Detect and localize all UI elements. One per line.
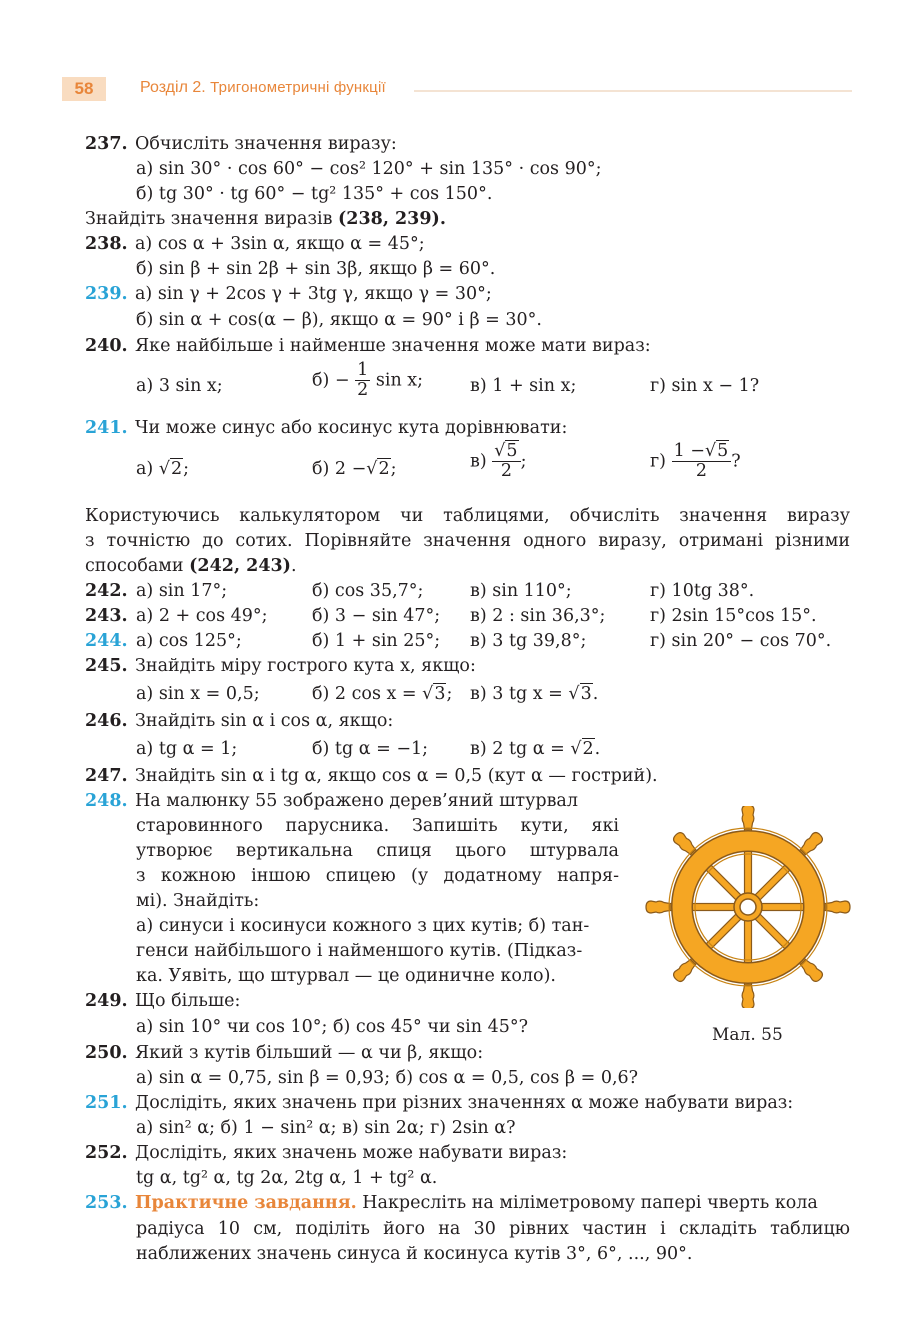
numerator: √5 <box>492 442 520 462</box>
radicand: 3 <box>580 684 592 704</box>
problem-252-a: tg α, tg² α, tg 2α, 2tg α, 1 + tg² α. <box>136 1168 438 1188</box>
problem-253-line-1: Накресліть на міліметровому папері чверть кола <box>356 1193 818 1213</box>
problem-number: 239. <box>85 284 128 304</box>
problem-text: Який з кутів більший — α чи β, якщо: <box>135 1043 484 1063</box>
option-b-prefix: б) 2 cos x = <box>312 684 417 704</box>
option-c-suffix: . <box>594 739 601 759</box>
problem-247 <box>85 765 658 787</box>
problem-number: 238. <box>85 234 128 254</box>
problem-number: 252. <box>85 1143 128 1163</box>
problem-241 <box>85 417 567 439</box>
problem-244 <box>0 630 924 652</box>
spoke-handle <box>742 985 754 1008</box>
problem-number: 244. <box>85 631 128 651</box>
problem-text: Знайдіть sin α і tg α, якщо cos α = 0,5 (кут α — гострий). <box>135 766 658 786</box>
option-a: а) 2 + cos 49°; <box>136 606 268 626</box>
problem-237-a: а) sin 30° · cos 60° − cos² 120° + sin 135° · cos 90°; <box>136 159 602 179</box>
option-a: а) √2; <box>136 459 190 479</box>
option-b-prefix: б) 2 − <box>312 459 367 479</box>
problem-246 <box>85 710 393 732</box>
problem-number: 243. <box>85 606 128 626</box>
denominator: 2 <box>695 461 707 482</box>
figure-caption: Мал. 55 <box>712 1025 783 1045</box>
problem-text: Дослідіть, яких значень при різних значеннях α може набувати вираз: <box>135 1093 794 1113</box>
problem-253-line-3: наближених значень синуса й косинуса кутів 3°, 6°, ..., 90°. <box>136 1244 693 1264</box>
problem-238-a: а) cos α + 3sin α, якщо α = 45°; <box>135 234 425 254</box>
radicand: 2 <box>582 739 594 759</box>
problem-number: 240. <box>85 336 128 356</box>
problem-250 <box>85 1042 483 1064</box>
wheel-spoke <box>742 806 754 907</box>
ship-wheel-figure <box>642 806 854 1008</box>
problem-239 <box>85 283 492 305</box>
fraction <box>492 442 520 482</box>
option-b-prefix: б) − <box>312 370 350 391</box>
section-name: Тригонометричні функції <box>210 79 386 96</box>
option-c: в) 2 : sin 36,3°; <box>470 606 606 626</box>
radicand: 5 <box>717 441 729 461</box>
wheel-hub-center <box>740 899 756 915</box>
option-c <box>470 442 526 482</box>
page-number: 58 <box>62 77 106 101</box>
option-d: г) 10tg 38°. <box>650 581 755 601</box>
option-c-suffix: . <box>592 684 599 704</box>
wheel-spoke <box>742 907 754 1008</box>
problem-text: Що більше: <box>135 991 241 1011</box>
numerator-prefix: 1 − <box>673 441 705 461</box>
problem-241-options <box>0 442 924 500</box>
problem-text: Обчисліть значення виразу: <box>135 134 397 154</box>
wheel-spoke <box>748 901 850 913</box>
problem-240-options <box>0 361 924 411</box>
problem-248-line-6: а) синуси і косинуси кожного з цих кутів; б) тан- <box>136 916 590 936</box>
option-a-prefix: а) <box>136 459 154 479</box>
option-d: г) sin 20° − cos 70°. <box>650 631 832 651</box>
option-c-prefix: в) 3 tg x = <box>470 684 563 704</box>
option-c: в) sin 110°; <box>470 581 572 601</box>
spoke-handle <box>826 901 850 913</box>
option-a: а) sin x = 0,5; <box>136 684 260 704</box>
calc-ref: (242, 243) <box>189 556 291 576</box>
problem-text: Знайдіть sin α і cos α, якщо: <box>135 711 394 731</box>
option-c: в) 2 tg α = √2. <box>470 739 601 759</box>
problem-text: Дослідіть, яких значень може набувати вираз: <box>135 1143 568 1163</box>
calc-instruction-line-1: Користуючись калькулятором чи таблицями, обчисліть значення виразу <box>85 506 850 526</box>
option-b <box>312 361 423 401</box>
problem-251 <box>85 1092 793 1114</box>
problem-240 <box>85 335 651 357</box>
problem-248-line-4: з кожною іншою спицею (у додатному напря- <box>136 866 619 886</box>
problem-248 <box>85 790 578 812</box>
page-header <box>62 73 852 103</box>
section-title <box>140 79 386 97</box>
problem-number: 242. <box>85 581 128 601</box>
option-b: б) cos 35,7°; <box>312 581 424 601</box>
denominator: 2 <box>500 461 512 482</box>
calc-end: . <box>290 556 297 576</box>
calc-instruction-line-2: з точністю до сотих. Порівняйте значення одного виразу, отримані різними <box>85 531 850 551</box>
problem-number: 251. <box>85 1093 128 1113</box>
problem-249-a: а) sin 10° чи cos 10°; б) cos 45° чи sin 45°? <box>136 1017 528 1037</box>
header-rule <box>414 90 852 92</box>
option-c-suffix: ; <box>520 451 527 472</box>
problem-number: 253. <box>85 1193 128 1213</box>
calc-text: способами <box>85 556 190 576</box>
instruction-238-239 <box>85 208 446 230</box>
problem-number: 247. <box>85 766 128 786</box>
option-b: б) 1 + sin 25°; <box>312 631 441 651</box>
problem-248-line-7: генси найбільшого і найменшого кутів. (Підказ- <box>136 941 583 961</box>
spoke-handle <box>742 806 754 829</box>
problem-number: 248. <box>85 791 128 811</box>
option-b-suffix: ; <box>446 684 453 704</box>
option-b: б) 2 cos x = √3; <box>312 684 453 704</box>
practical-task-label: Практичне завдання. <box>135 1193 357 1213</box>
option-a-suffix: ; <box>183 459 190 479</box>
problem-text: Знайдіть міру гострого кута x, якщо: <box>135 656 476 676</box>
problem-253 <box>85 1192 818 1214</box>
option-b: б) 2 −√2; <box>312 459 397 479</box>
fraction <box>355 361 370 401</box>
problem-245-options <box>0 683 924 707</box>
problem-249 <box>85 990 240 1012</box>
option-d-suffix: ? <box>731 451 741 472</box>
option-c-prefix: в) 2 tg α = <box>470 739 565 759</box>
problem-252 <box>85 1142 567 1164</box>
radicand: 5 <box>506 441 518 461</box>
option-a: а) 3 sin x; <box>136 376 223 396</box>
option-c: в) 3 tg 39,8°; <box>470 631 587 651</box>
denominator: 2 <box>357 380 369 401</box>
option-a: а) tg α = 1; <box>136 739 238 759</box>
problem-237 <box>85 133 397 155</box>
section-prefix: Розділ 2. <box>140 79 206 96</box>
problem-239-a: а) sin γ + 2cos γ + 3tg γ, якщо γ = 30°; <box>135 284 492 304</box>
option-d-prefix: г) <box>650 451 666 472</box>
problem-248-line-5: мі). Знайдіть: <box>136 891 260 911</box>
wheel-spoke <box>646 901 748 913</box>
option-b-suffix: sin x; <box>375 370 424 391</box>
option-c: в) 3 tg x = √3. <box>470 684 599 704</box>
problem-number: 250. <box>85 1043 128 1063</box>
problem-253-line-2: радіуса 10 см, поділіть його на 30 рівних частин і складіть таблицю <box>136 1219 850 1239</box>
radicand: 3 <box>434 684 446 704</box>
problem-248-line-8: ка. Уявіть, що штурвал — це одиничне коло). <box>136 966 556 986</box>
problem-242 <box>0 580 924 602</box>
problem-245 <box>85 655 476 677</box>
option-b-suffix: ; <box>390 459 397 479</box>
option-a: а) cos 125°; <box>136 631 242 651</box>
option-d: г) sin x − 1? <box>650 376 760 396</box>
calc-instruction-line-3 <box>85 555 297 577</box>
problem-text: Чи може синус або косинус кута дорівнювати: <box>135 418 568 438</box>
problem-number: 237. <box>85 134 128 154</box>
radicand: 2 <box>170 459 183 479</box>
problem-246-options <box>0 738 924 762</box>
problem-text: Яке найбільше і найменше значення може мати вираз: <box>135 336 651 356</box>
option-b: б) 3 − sin 47°; <box>312 606 441 626</box>
problem-250-a: а) sin α = 0,75, sin β = 0,93; б) cos α = 0,5, cos β = 0,6? <box>136 1068 639 1088</box>
option-b: б) tg α = −1; <box>312 739 429 759</box>
problem-238 <box>85 233 425 255</box>
instruction-text: Знайдіть значення виразів <box>85 209 339 229</box>
problem-243 <box>0 605 924 627</box>
problem-number: 246. <box>85 711 128 731</box>
option-c: в) 1 + sin x; <box>470 376 577 396</box>
problem-248-line-3: утворює вертикальна спиця цього штурвала <box>136 841 619 861</box>
problem-number: 249. <box>85 991 128 1011</box>
option-d <box>650 442 741 482</box>
numerator: 1 <box>357 360 369 380</box>
problem-238-b: б) sin β + sin 2β + sin 3β, якщо β = 60°. <box>136 259 496 279</box>
fraction <box>672 442 732 482</box>
problem-251-a: а) sin² α; б) 1 − sin² α; в) sin 2α; г) 2sin α? <box>136 1118 516 1138</box>
problem-237-b: б) tg 30° · tg 60° − tg² 135° + cos 150°. <box>136 184 493 204</box>
instruction-ref: (238, 239). <box>338 209 446 229</box>
radicand: 2 <box>378 459 390 479</box>
problem-248-line-2: старовинного парусника. Запишіть кути, які <box>136 816 619 836</box>
problem-number: 245. <box>85 656 128 676</box>
problem-number: 241. <box>85 418 128 438</box>
numerator: 1 −√5 <box>672 442 732 462</box>
option-c-prefix: в) <box>470 451 487 472</box>
problem-248-line-1: На малюнку 55 зображено дерев’яний штурвал <box>135 791 578 811</box>
option-a: а) sin 17°; <box>136 581 228 601</box>
problem-239-b: б) sin α + cos(α − β), якщо α = 90° і β = 30°. <box>136 310 542 330</box>
spoke-handle <box>646 901 670 913</box>
option-d: г) 2sin 15°cos 15°. <box>650 606 817 626</box>
